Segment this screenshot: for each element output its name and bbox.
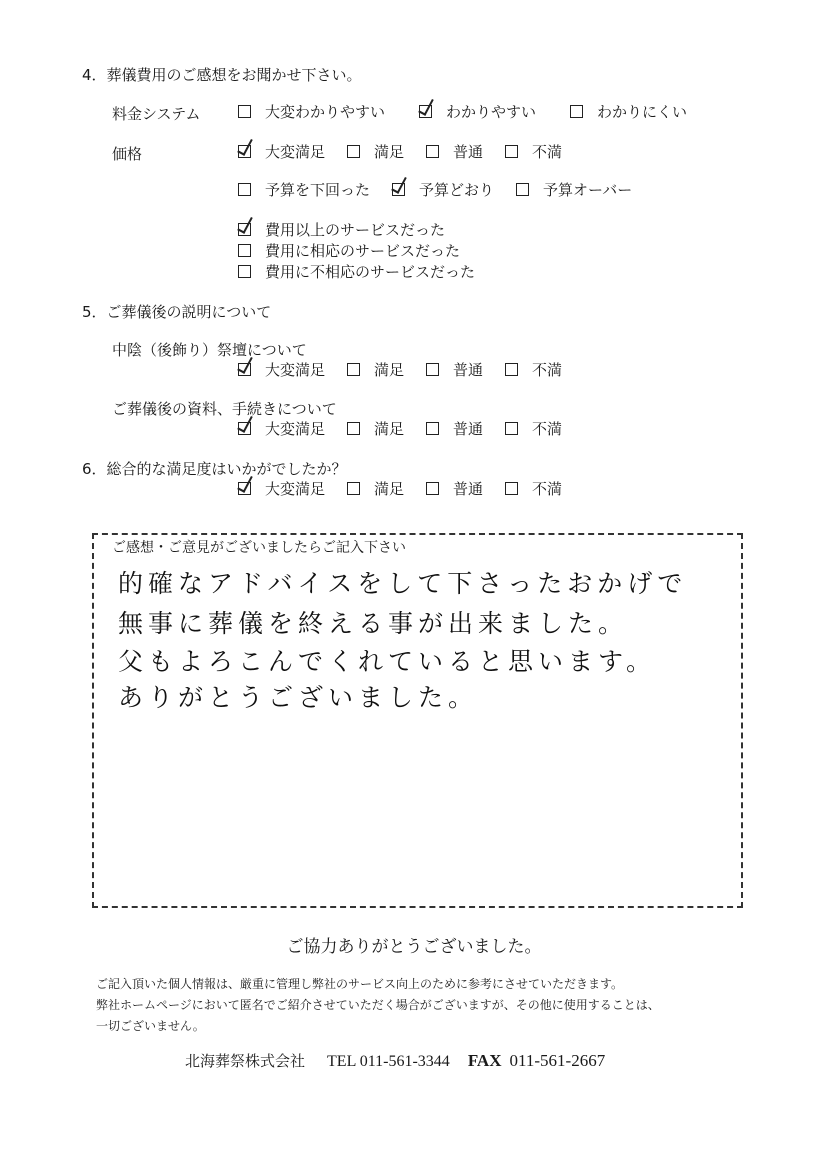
checkbox-checked[interactable]: [238, 145, 251, 158]
comment-line: 父もよろこんでくれていると思います。: [118, 647, 657, 676]
checkbox[interactable]: [426, 145, 439, 158]
privacy-notice-line: ご記入頂いた個人情報は、厳重に管理し弊社のサービス向上のために参考にさせていただきます。: [96, 977, 624, 991]
option-under-budget[interactable]: 予算を下回った: [238, 179, 370, 200]
checkbox[interactable]: [426, 363, 439, 376]
option-average[interactable]: 普通: [426, 418, 483, 439]
altar-label: 中陰（後飾り）祭壇について: [112, 341, 307, 359]
checkbox[interactable]: [426, 422, 439, 435]
checkbox[interactable]: [570, 105, 583, 118]
option-dissatisfied[interactable]: 不満: [505, 478, 562, 499]
option-dissatisfied[interactable]: 不満: [505, 359, 562, 380]
comment-line: 的確なアドバイスをして下さったおかげで: [118, 569, 688, 598]
price-satisfaction-options: [238, 141, 584, 162]
option-very-satisfied[interactable]: 大変満足: [238, 418, 325, 439]
checkbox[interactable]: [238, 183, 251, 196]
option-satisfied[interactable]: 満足: [347, 418, 404, 439]
option-value-below[interactable]: 費用に不相応のサービスだった: [238, 261, 475, 282]
checkbox-checked[interactable]: [238, 422, 251, 435]
fee-system-options: [238, 101, 709, 122]
checkbox[interactable]: [238, 244, 251, 257]
fax-label: FAX: [467, 1051, 502, 1070]
checkbox[interactable]: [347, 482, 360, 495]
option-fee-clear[interactable]: わかりやすい: [419, 101, 536, 122]
company-name: 北海葬祭株式会社: [185, 1052, 306, 1070]
checkbox[interactable]: [505, 363, 518, 376]
privacy-notice-line: 一切ございません。: [96, 1019, 205, 1033]
option-average[interactable]: 普通: [426, 478, 483, 499]
checkbox[interactable]: [238, 105, 251, 118]
telephone-number: TEL 011-561-3344: [327, 1053, 450, 1070]
option-satisfied[interactable]: 満足: [347, 141, 404, 162]
option-dissatisfied[interactable]: 不満: [505, 141, 562, 162]
q6-heading: 6．総合的な満足度はいかがでしたか？: [82, 460, 347, 478]
fax-number: 011-561-2667: [509, 1051, 606, 1070]
checkbox-checked[interactable]: [238, 223, 251, 236]
checkbox[interactable]: [347, 145, 360, 158]
checkbox[interactable]: [347, 363, 360, 376]
checkbox[interactable]: [347, 422, 360, 435]
checkbox[interactable]: [426, 482, 439, 495]
option-very-satisfied[interactable]: 大変満足: [238, 141, 325, 162]
option-fee-very-clear[interactable]: 大変わかりやすい: [238, 101, 385, 122]
checkbox[interactable]: [516, 183, 529, 196]
checkbox-checked[interactable]: [238, 482, 251, 495]
option-fee-unclear[interactable]: わかりにくい: [570, 101, 687, 122]
price-budget-options: [238, 179, 654, 200]
option-on-budget[interactable]: 予算どおり: [392, 179, 494, 200]
footer: [185, 1050, 605, 1071]
overall-options: [238, 478, 584, 499]
option-satisfied[interactable]: 満足: [347, 478, 404, 499]
option-satisfied[interactable]: 満足: [347, 359, 404, 380]
price-label: 価格: [112, 145, 143, 163]
option-very-satisfied[interactable]: 大変満足: [238, 359, 325, 380]
procedures-label: ご葬儀後の資料、手続きについて: [112, 400, 337, 418]
option-value-above[interactable]: 費用以上のサービスだった: [238, 219, 445, 240]
comment-line: 無事に葬儀を終える事が出来ました。: [118, 609, 629, 638]
option-average[interactable]: 普通: [426, 359, 483, 380]
option-average[interactable]: 普通: [426, 141, 483, 162]
checkbox-checked[interactable]: [392, 183, 405, 196]
privacy-notice-line: 弊社ホームページにおいて匿名でご紹介させていただく場合がございますが、その他に使用することは、: [96, 998, 660, 1012]
comment-line: ありがとうございました。: [118, 683, 479, 712]
checkbox[interactable]: [505, 482, 518, 495]
option-value-equal[interactable]: 費用に相応のサービスだった: [238, 240, 460, 261]
q4-heading: 4．葬儀費用のご感想をお聞かせ下さい。: [82, 66, 362, 84]
option-very-satisfied[interactable]: 大変満足: [238, 478, 325, 499]
thanks-message: ご協力ありがとうございました。: [286, 937, 542, 957]
q5-heading: 5．ご葬儀後の説明について: [82, 303, 272, 321]
checkbox[interactable]: [238, 265, 251, 278]
procedures-options: [238, 418, 584, 439]
option-dissatisfied[interactable]: 不満: [505, 418, 562, 439]
altar-options: [238, 359, 584, 380]
checkbox-checked[interactable]: [419, 105, 432, 118]
fee-system-label: 料金システム: [112, 105, 201, 123]
comment-box-title: ご感想・ご意見がございましたらご記入下さい: [112, 540, 406, 556]
checkbox-checked[interactable]: [238, 363, 251, 376]
checkbox[interactable]: [505, 145, 518, 158]
option-over-budget[interactable]: 予算オーバー: [516, 179, 632, 200]
checkbox[interactable]: [505, 422, 518, 435]
